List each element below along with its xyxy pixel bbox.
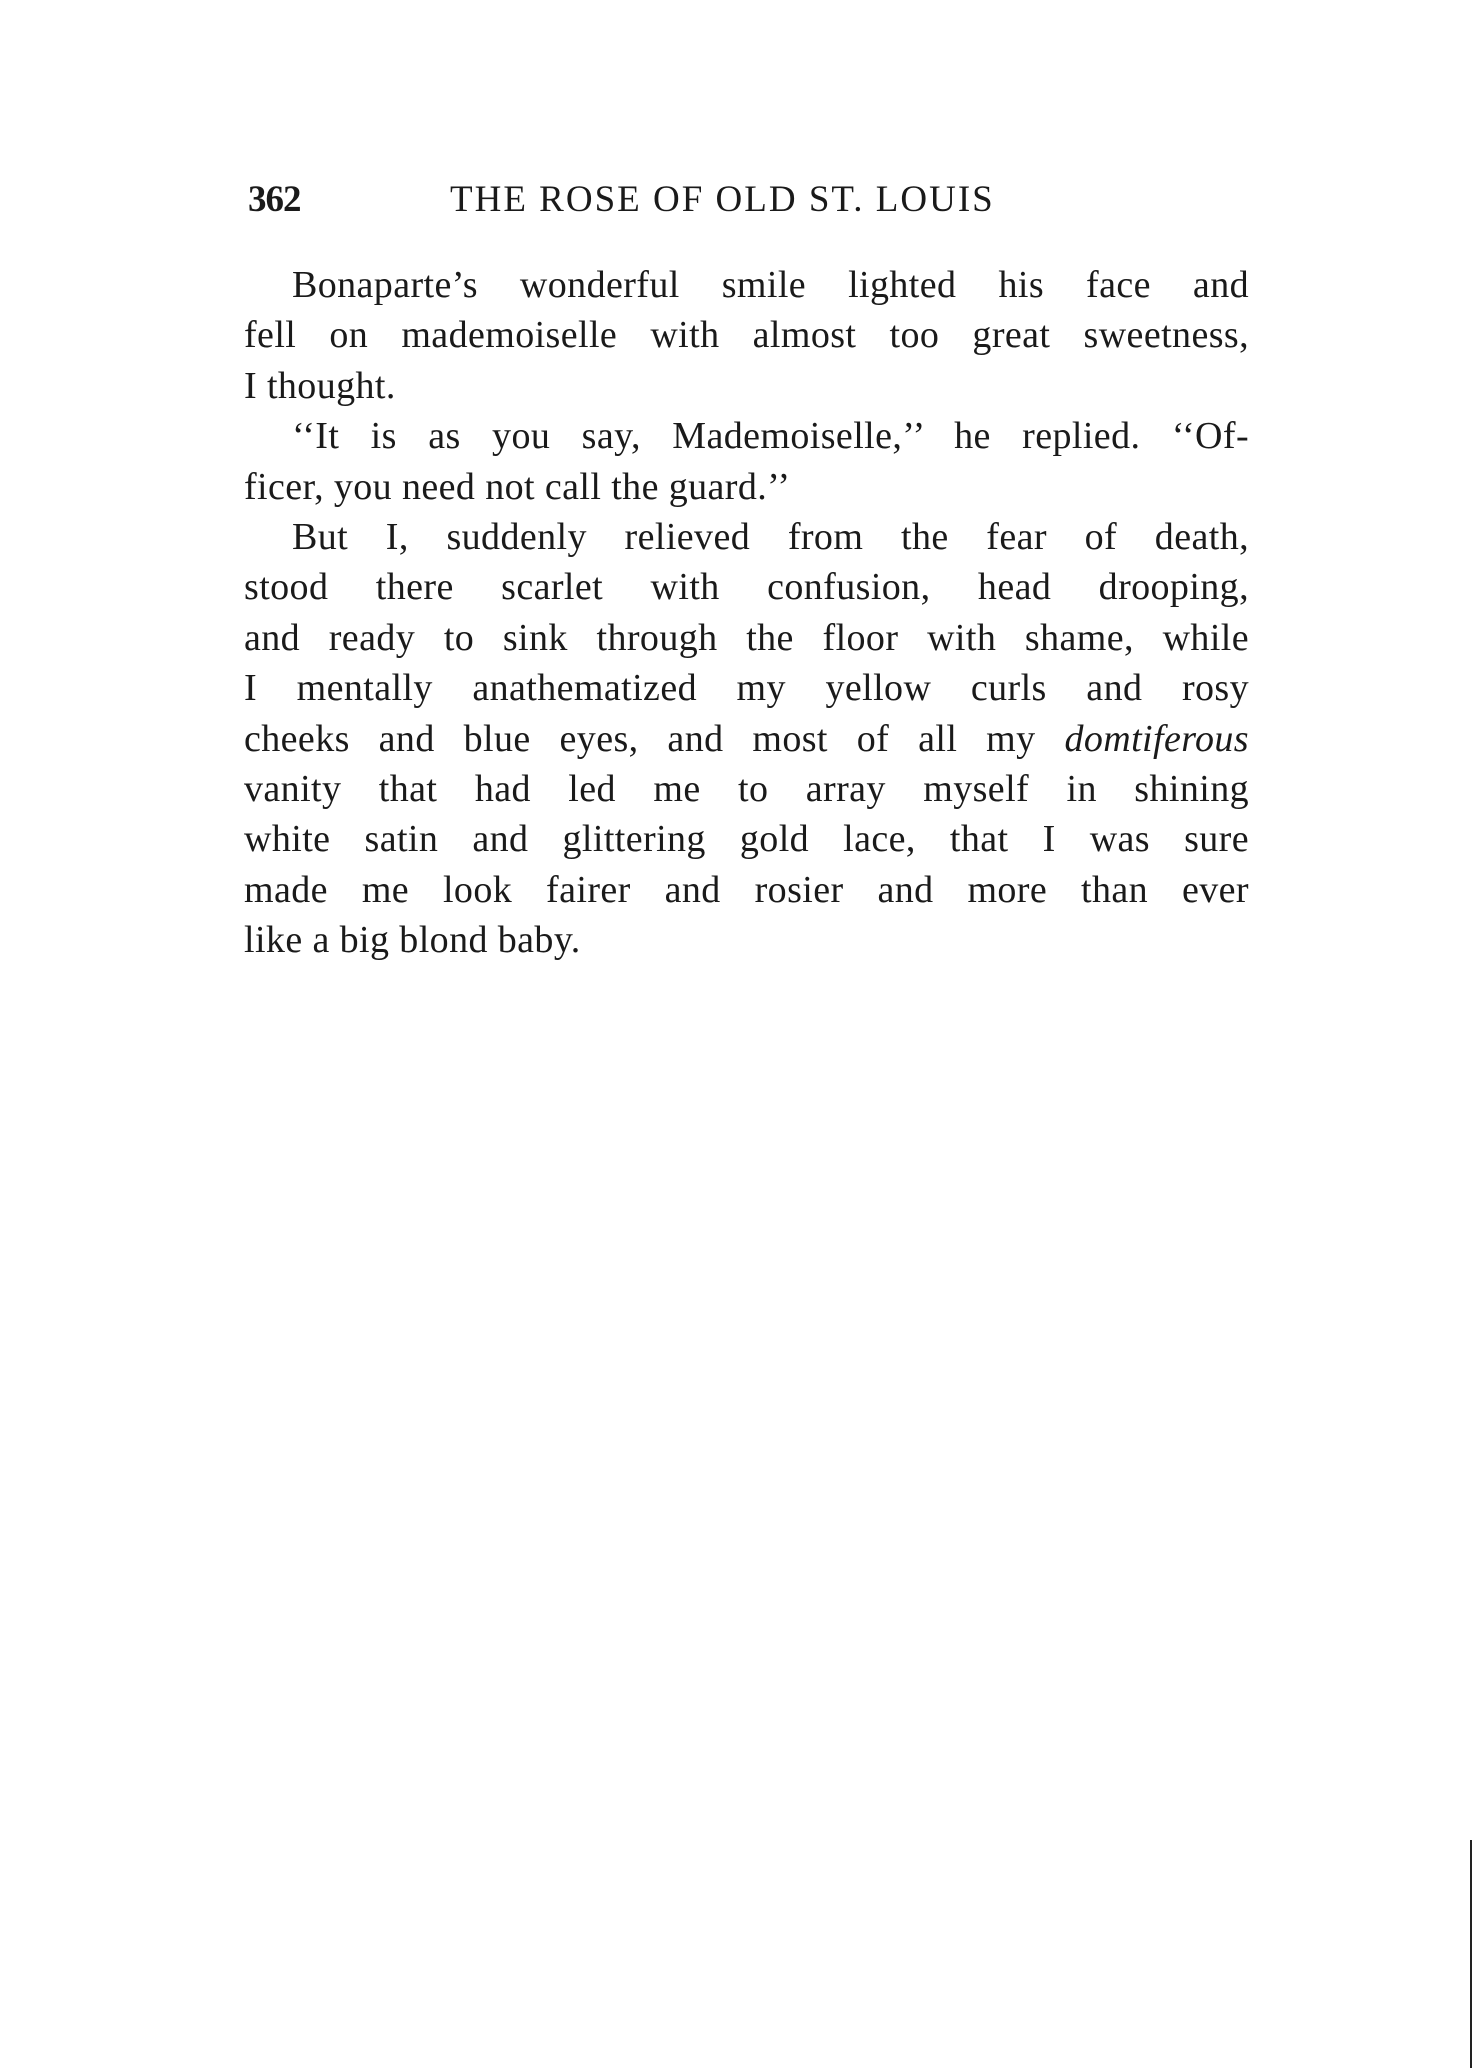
text-line: and ready to sink through the floor with shame, while <box>244 616 1249 659</box>
paragraph <box>244 411 1249 512</box>
text-segment: cheeks and blue eyes, and most of all my <box>244 717 1036 760</box>
body-text <box>244 260 1249 965</box>
text-line: ficer, you need not call the guard.’’ <box>244 465 791 508</box>
text-line: I mentally anathematized my yellow curls and rosy <box>244 667 1249 710</box>
text-line: stood there scarlet with confusion, head drooping, <box>244 566 1249 609</box>
text-line: fell on mademoiselle with almost too great sweetness, <box>244 314 1249 357</box>
paragraph <box>244 260 1249 411</box>
running-head <box>248 178 1248 232</box>
text-line: made me look fairer and rosier and more than ever <box>244 868 1249 911</box>
text-line: vanity that had led me to array myself in shining <box>244 767 1249 810</box>
scan-edge-line <box>1470 1840 1472 2068</box>
text-line: I thought. <box>244 364 396 407</box>
text-line: But I, suddenly relieved from the fear of death, <box>292 515 1249 558</box>
paragraph <box>244 512 1249 966</box>
text-line: Bonaparte’s wonderful smile lighted his face and <box>292 264 1249 306</box>
text-line: ‘‘It is as you say, Mademoiselle,’’ he replied. ‘‘Of- <box>292 415 1249 458</box>
running-title: THE ROSE OF OLD ST. LOUIS <box>450 179 995 220</box>
page-number: 362 <box>248 179 301 220</box>
italic-word: domtiferous <box>1064 717 1249 760</box>
text-line: like a big blond baby. <box>244 919 581 962</box>
text-line <box>244 714 1249 764</box>
text-line: white satin and glittering gold lace, that I was sure <box>244 818 1249 861</box>
